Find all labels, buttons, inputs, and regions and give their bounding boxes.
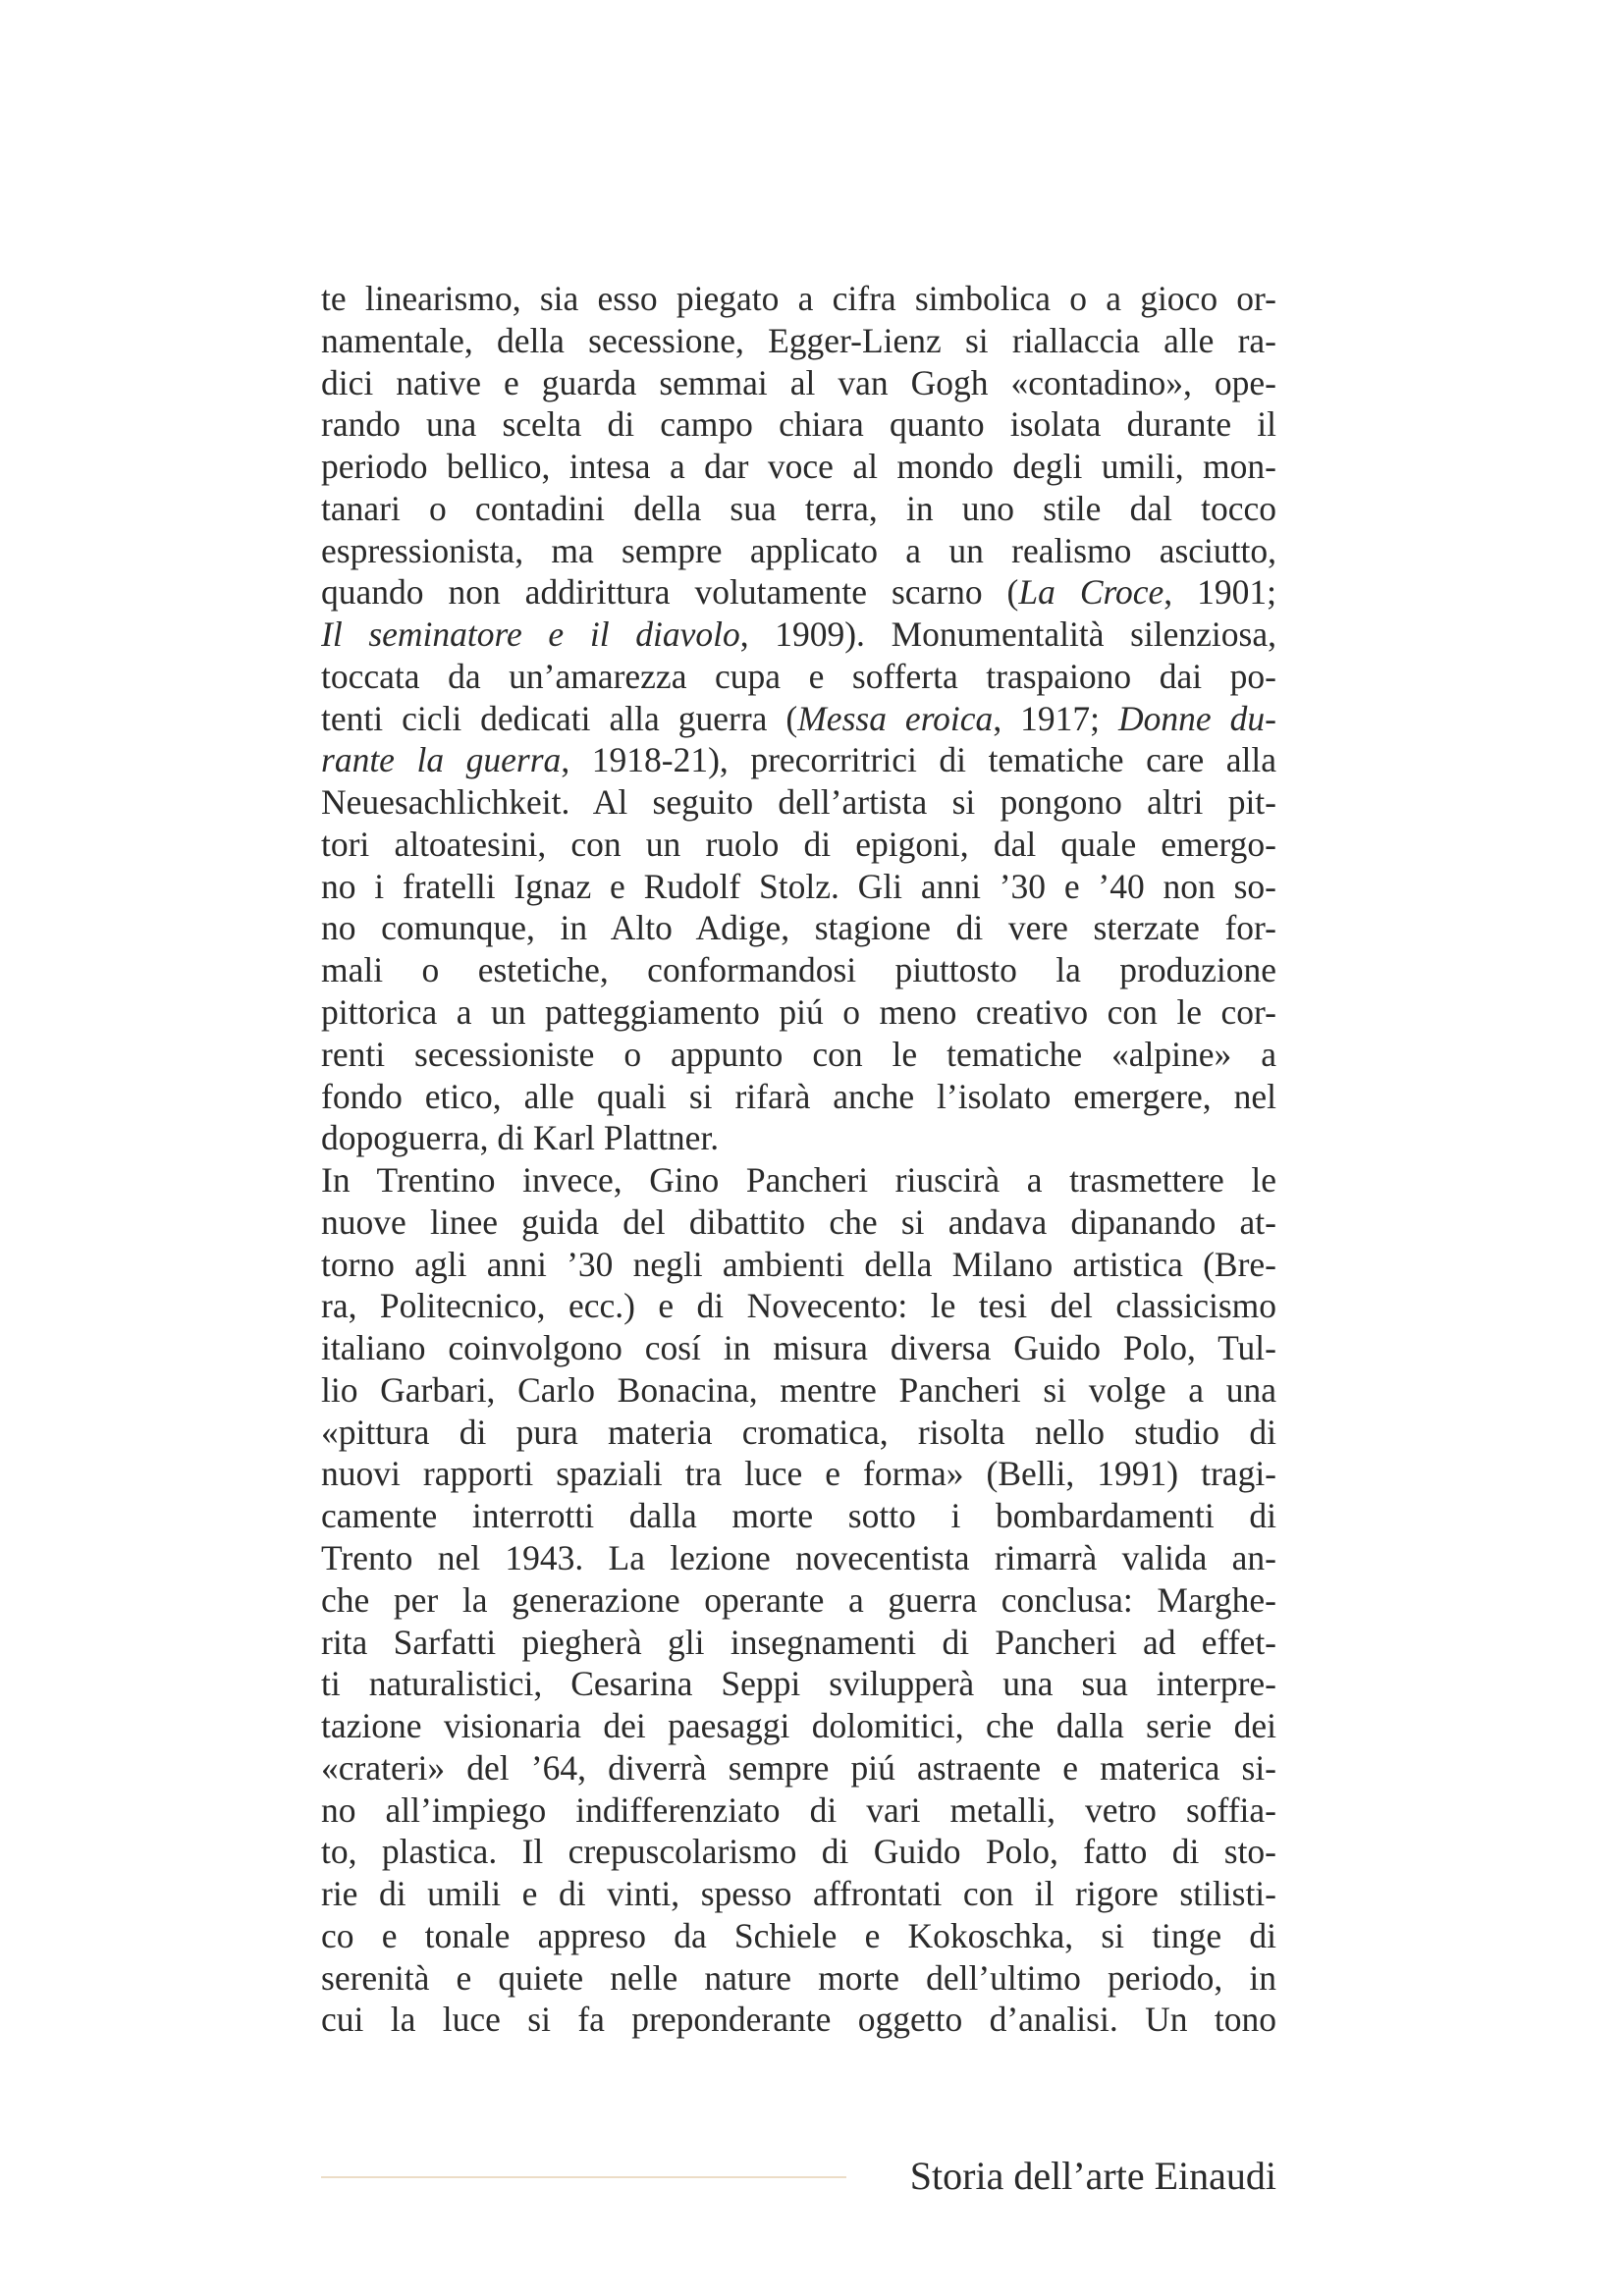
text-line (321, 991, 1276, 1034)
text-run: rie di umili e di vinti, spesso affrontati con il rigore stilisti- (321, 1874, 1276, 1914)
text-line (321, 488, 1276, 530)
text-run: no comunque, in Alto Adige, stagione di vere sterzate for- (321, 908, 1276, 948)
text-run: tori altoatesini, con un ruolo di epigoni, dal quale emergo- (321, 824, 1276, 864)
text-line (321, 1412, 1276, 1454)
text-line (321, 1622, 1276, 1664)
text-line (321, 614, 1276, 656)
text-line (321, 1831, 1276, 1873)
text-line (321, 824, 1276, 866)
text-line (321, 1369, 1276, 1412)
text-run: te linearismo, sia esso piegato a cifra simbolica o a gioco or- (321, 279, 1276, 318)
text-line (321, 1705, 1276, 1747)
footer-rule (321, 2176, 846, 2178)
text-run: to, plastica. Il crepuscolarismo di Guido Polo, fatto di sto- (321, 1832, 1276, 1872)
text-run: , 1901; (1163, 572, 1276, 613)
text-line (321, 1663, 1276, 1705)
text-line (321, 362, 1276, 404)
text-line (321, 1034, 1276, 1076)
text-run: ti naturalistici, Cesarina Seppi svilupperà una sua interpre- (321, 1664, 1276, 1704)
text-run: mali o estetiche, conformandosi piuttosto la produzione (321, 950, 1276, 990)
footer-series-title: Storia dell’arte Einaudi (909, 2154, 1276, 2198)
text-line (321, 1915, 1276, 1957)
italic-title: rante la guerra (321, 740, 562, 780)
text-line (321, 1201, 1276, 1244)
italic-title: Messa eroica (797, 698, 994, 738)
text-line (321, 1076, 1276, 1118)
text-run: rando una scelta di campo chiara quanto isolata durante il (321, 404, 1276, 445)
text-run: toccata da un’amarezza cupa e sofferta traspaiono dai po- (321, 656, 1276, 696)
text-line (321, 1495, 1276, 1537)
text-run: espressionista, ma sempre applicato a un realismo asciutto, (321, 530, 1276, 570)
text-run: torno agli anni ’30 negli ambienti della Milano artistica (Bre- (321, 1244, 1276, 1284)
text-run: , 1918-21), precorritrici di tematiche care alla (561, 740, 1276, 780)
text-run: che per la generazione operante a guerra conclusa: Marghe- (321, 1579, 1276, 1620)
text-run: tenti cicli dedicati alla guerra ( (321, 698, 798, 738)
text-run: fondo etico, alle quali si rifarà anche l’isolato emergere, nel (321, 1076, 1276, 1116)
text-line (321, 1747, 1276, 1789)
body-text (321, 278, 1276, 2041)
italic-title: La Croce (1018, 572, 1164, 613)
text-run: nuovi rapporti spaziali tra luce e forma» (Belli, 1991) tragi- (321, 1454, 1276, 1494)
text-run: camente interrotti dalla morte sotto i bombardamenti di (321, 1496, 1276, 1536)
text-run: periodo bellico, intesa a dar voce al mondo degli umili, mon- (321, 447, 1276, 487)
text-run: cui la luce si fa preponderante oggetto d’analisi. Un tono (321, 2000, 1276, 2040)
text-line (321, 530, 1276, 572)
text-run: nuove linee guida del dibattito che si andava dipanando at- (321, 1201, 1276, 1242)
italic-title: Il seminatore e il diavolo (321, 614, 740, 655)
text-run: «crateri» del ’64, diverrà sempre piú astraente e materica si- (321, 1747, 1276, 1788)
text-line (321, 949, 1276, 991)
text-line (321, 656, 1276, 698)
text-line (321, 739, 1276, 781)
text-line (321, 866, 1276, 908)
text-run: renti secessioniste o appunto con le tematiche «alpine» a (321, 1034, 1276, 1074)
text-line (321, 1159, 1276, 1201)
text-run: dici native e guarda semmai al van Gogh «contadino», ope- (321, 362, 1276, 402)
text-line (321, 698, 1276, 740)
text-run: «pittura di pura materia cromatica, risolta nello studio di (321, 1412, 1276, 1452)
text-run: , 1917; (993, 698, 1119, 738)
text-run: namentale, della secessione, Egger-Lienz si riallaccia alle ra- (321, 320, 1276, 360)
text-run: lio Garbari, Carlo Bonacina, mentre Pancheri si volge a una (321, 1369, 1276, 1410)
text-line (321, 1327, 1276, 1369)
text-run: Trento nel 1943. La lezione novecentista rimarrà valida an- (321, 1537, 1276, 1577)
text-line (321, 907, 1276, 949)
text-run: quando non addirittura volutamente scarno ( (321, 572, 1019, 613)
text-run: tazione visionaria dei paesaggi dolomitici, che dalla serie dei (321, 1706, 1276, 1746)
text-run: Neuesachlichkeit. Al seguito dell’artista si pongono altri pit- (321, 782, 1276, 823)
text-line (321, 278, 1276, 320)
text-line (321, 1453, 1276, 1495)
text-run: rita Sarfatti piegherà gli insegnamenti di Pancheri ad effet- (321, 1622, 1276, 1662)
text-run: no all’impiego indifferenziato di vari metalli, vetro soffia- (321, 1789, 1276, 1830)
text-line (321, 1285, 1276, 1327)
text-line (321, 1789, 1276, 1832)
text-line (321, 1117, 1276, 1159)
text-line (321, 571, 1276, 614)
text-run: dopoguerra, di Karl Plattner. (321, 1118, 720, 1158)
text-run: italiano coinvolgono cosí in misura diversa Guido Polo, Tul- (321, 1328, 1276, 1368)
text-line (321, 1579, 1276, 1622)
text-run: pittorica a un patteggiamento piú o meno creativo con le cor- (321, 992, 1276, 1033)
text-run: no i fratelli Ignaz e Rudolf Stolz. Gli anni ’30 e ’40 non so- (321, 866, 1276, 906)
text-run: , 1909). Monumentalità silenziosa, (739, 614, 1276, 655)
text-line (321, 1873, 1276, 1915)
text-run: In Trentino invece, Gino Pancheri riuscirà a trasmettere le (321, 1160, 1276, 1201)
text-line (321, 446, 1276, 488)
italic-title: Donne du- (1118, 698, 1276, 738)
text-line (321, 1999, 1276, 2041)
text-line (321, 781, 1276, 824)
text-run: co e tonale appreso da Schiele e Kokoschka, si tinge di (321, 1915, 1276, 1955)
text-line (321, 1957, 1276, 2000)
text-run: serenità e quiete nelle nature morte dell’ultimo periodo, in (321, 1957, 1276, 1998)
text-run: tanari o contadini della sua terra, in uno stile dal tocco (321, 488, 1276, 528)
text-line (321, 1537, 1276, 1579)
text-line (321, 320, 1276, 362)
text-line (321, 403, 1276, 446)
text-line (321, 1244, 1276, 1286)
text-run: ra, Politecnico, ecc.) e di Novecento: le tesi del classicismo (321, 1286, 1276, 1326)
